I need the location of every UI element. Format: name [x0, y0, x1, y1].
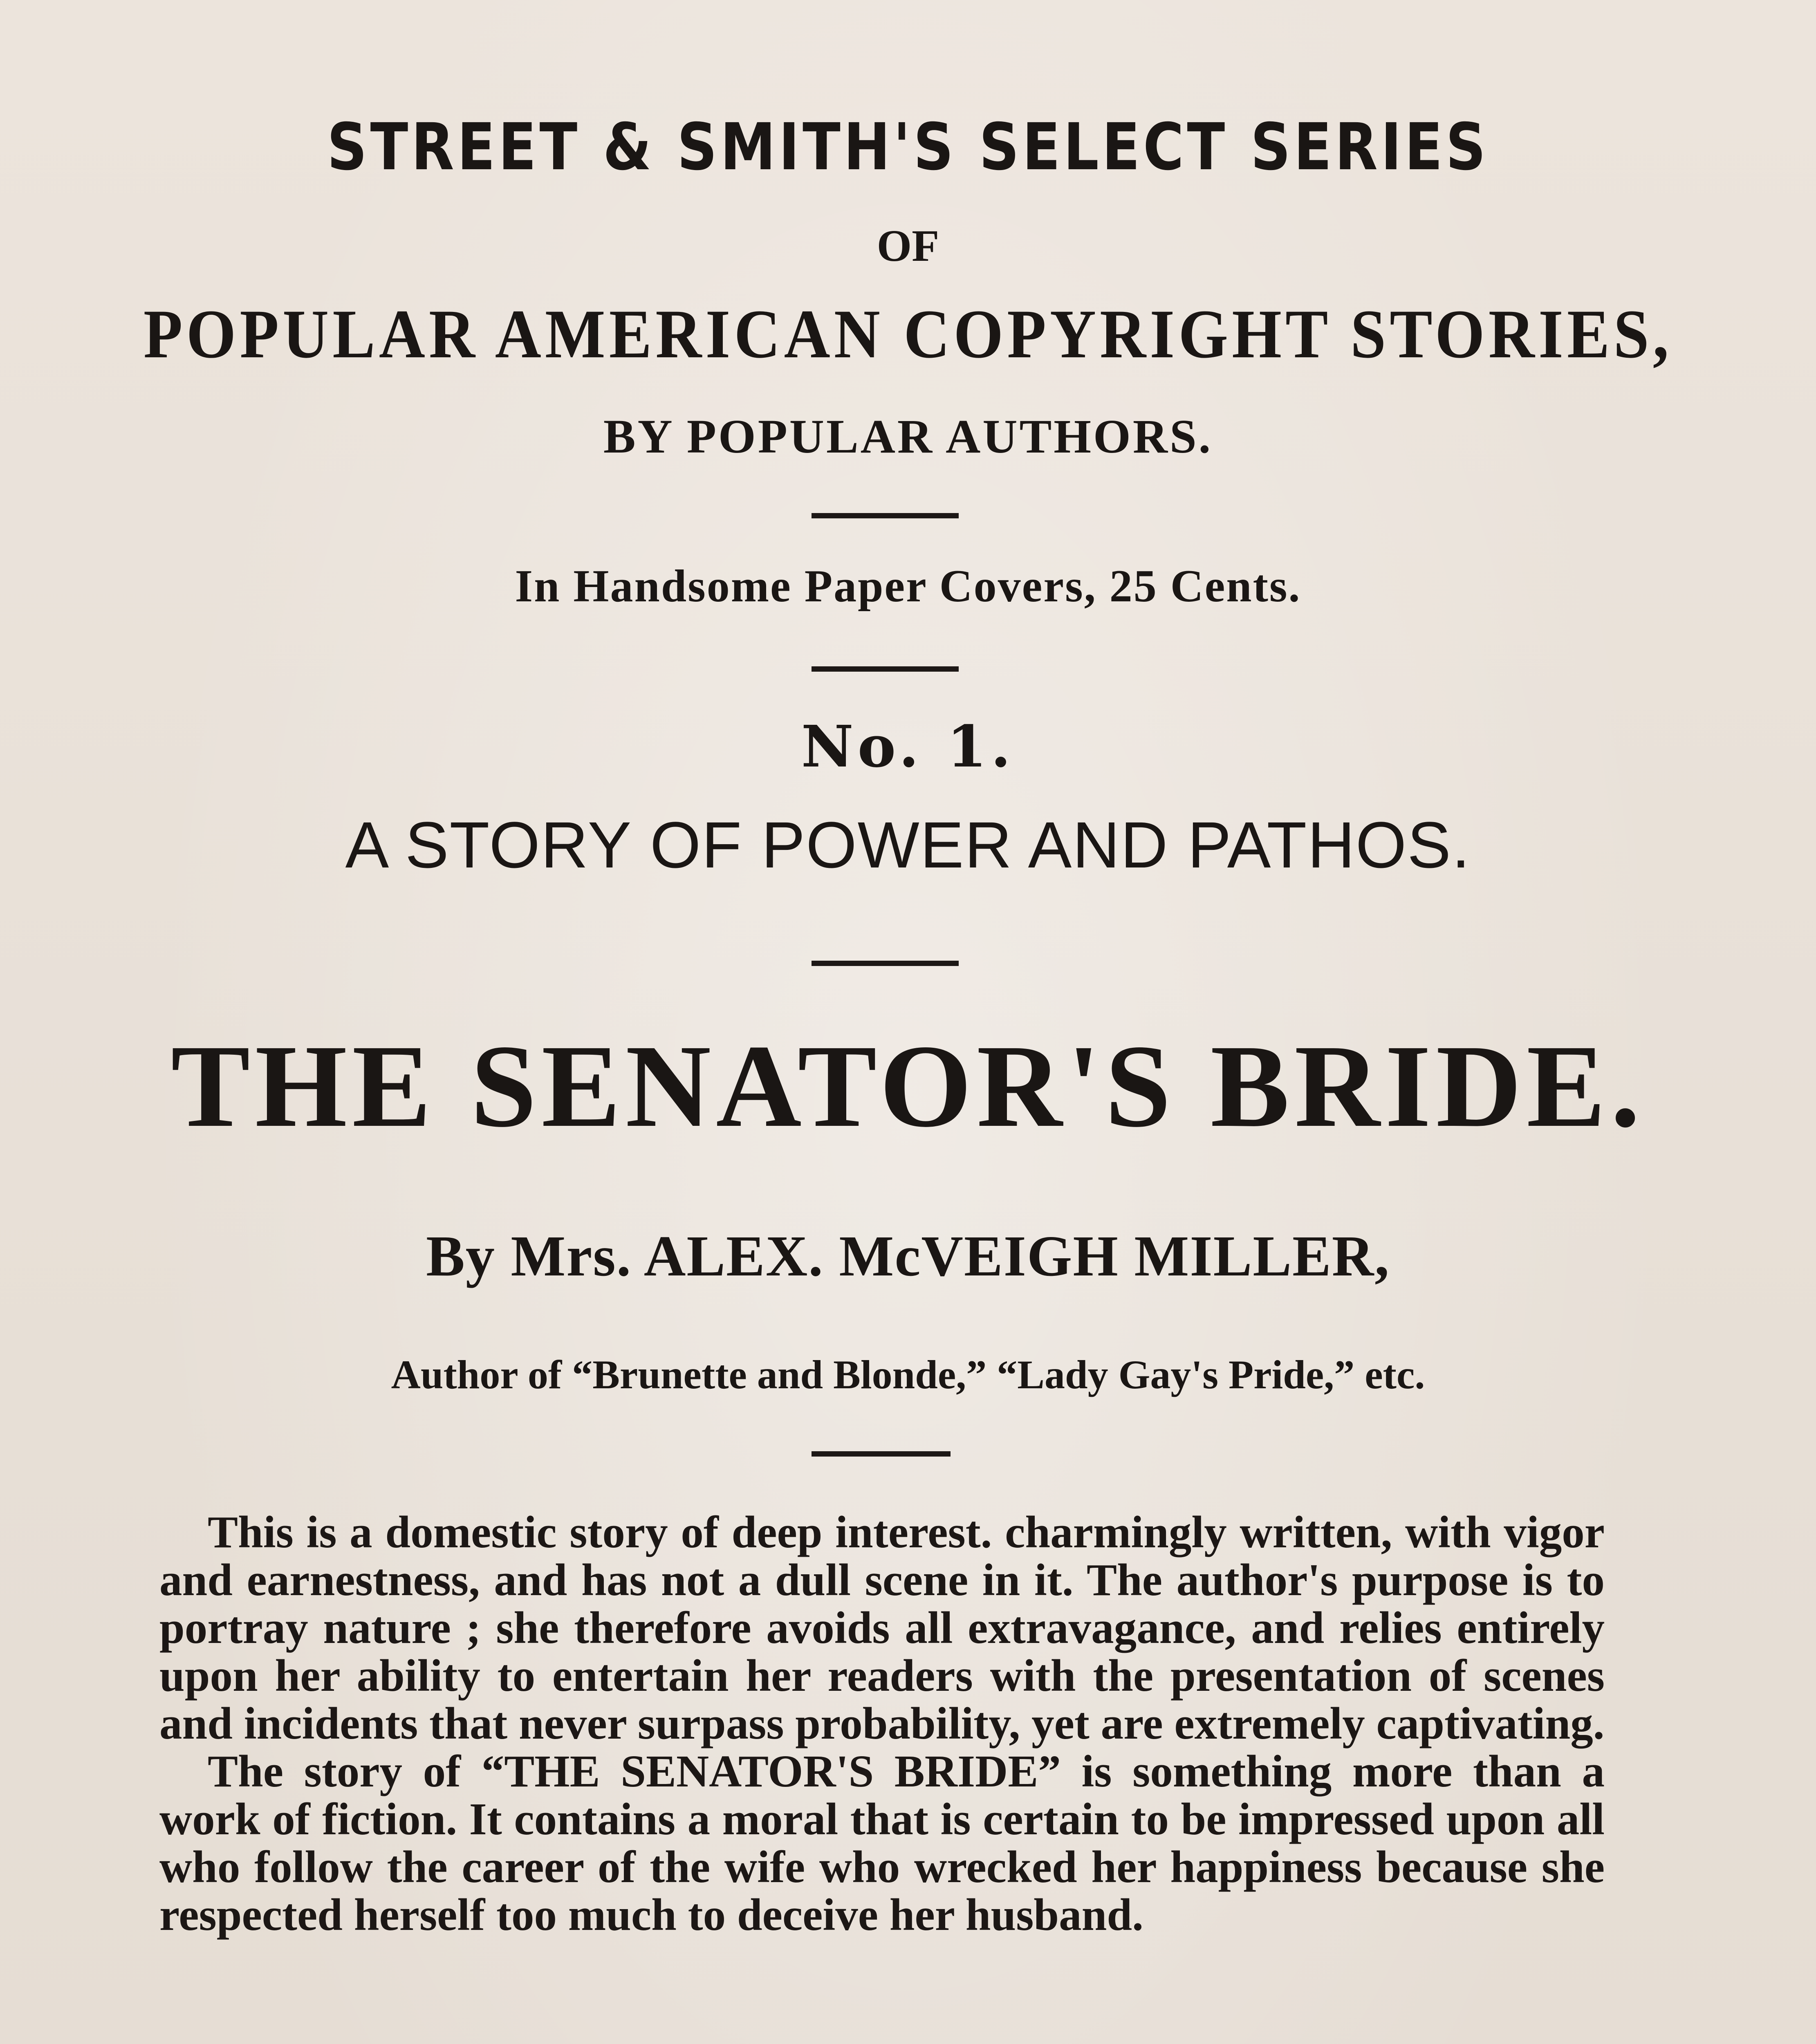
- divider-rule: [812, 961, 959, 966]
- author-other-works: Author of “Brunette and Blonde,” “Lady Gay's Pride,” etc.: [391, 1352, 1425, 1397]
- covers-price-line: In Handsome Paper Covers, 25 Cents.: [515, 561, 1301, 612]
- series-of: OF: [877, 221, 939, 271]
- series-subject: POPULAR AMERICAN COPYRIGHT STORIES,: [143, 296, 1673, 372]
- divider-rule: [812, 1451, 951, 1457]
- description: [159, 1508, 1605, 1939]
- description-paragraph: The story of “THE SENATOR'S BRIDE” is something more than a work of fiction. It contains a moral that is certain to be impressed upon all who follow the career of the wife who wrecked her happiness because she respected herself too much to deceive her husband.: [159, 1746, 1605, 1940]
- series-by-line: BY POPULAR AUTHORS.: [603, 410, 1213, 463]
- book-number: No. 1.: [801, 713, 1015, 780]
- divider-rule: [812, 513, 959, 518]
- book-tagline: A STORY OF POWER AND PATHOS.: [345, 808, 1471, 881]
- divider-rule: [812, 666, 959, 672]
- book-title: THE SENATOR'S BRIDE.: [171, 1020, 1645, 1152]
- book-author: By Mrs. ALEX. McVEIGH MILLER,: [426, 1224, 1390, 1288]
- description-paragraph: This is a domestic story of deep interest. charmingly written, with vigor and earnestness, and has not a dull scene in it. The author's purpose is to portray nature ; she therefore avoids all extravagance, and relies entirely upon her ability to entertain her readers with the presentation of scenes and incidents that never surpass probability, yet are extremely captivating.: [159, 1507, 1605, 1749]
- series-heading: STREET & SMITH'S SELECT SERIES: [327, 110, 1489, 185]
